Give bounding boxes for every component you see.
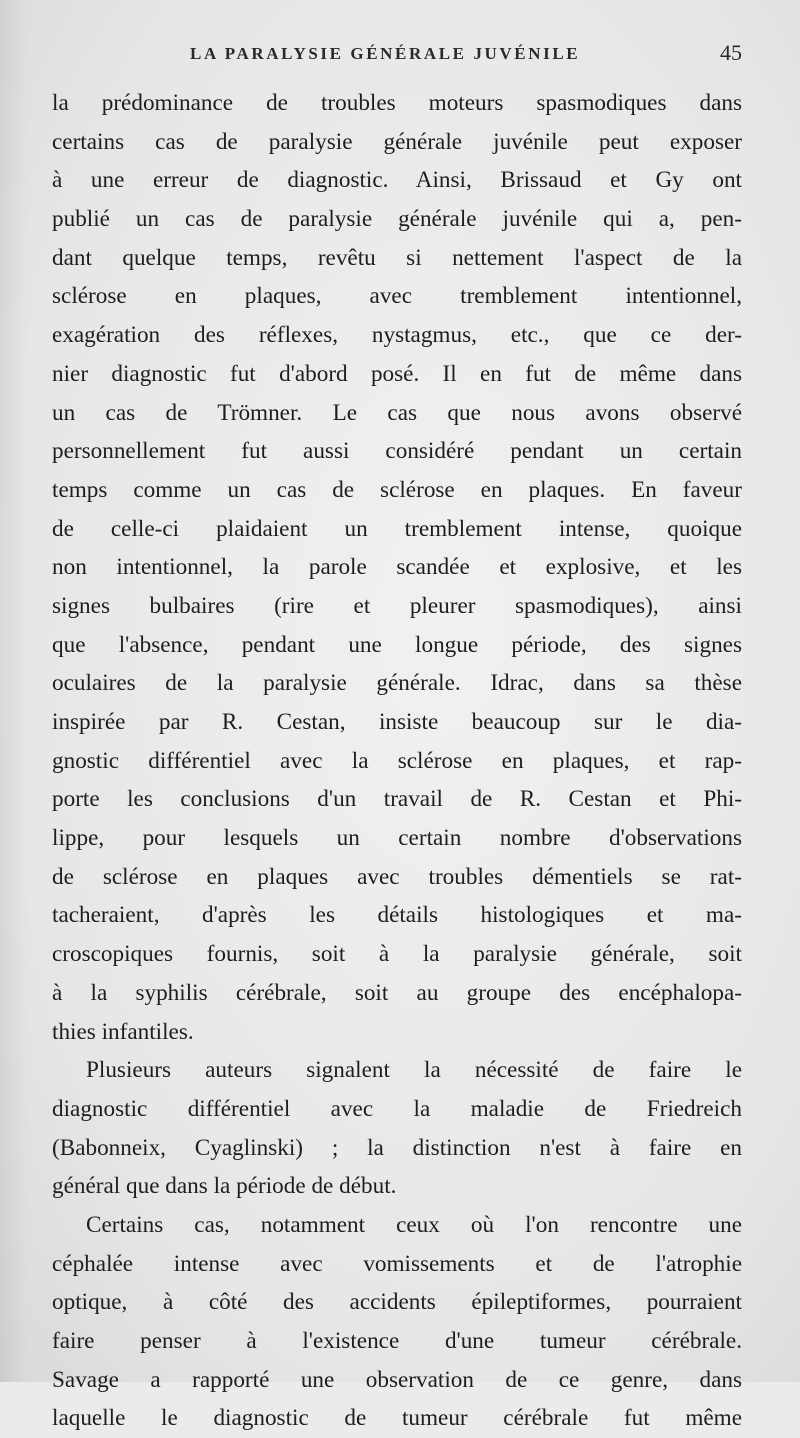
text-line: à une erreur de diagnostic. Ainsi, Brissaud et Gy ont xyxy=(52,167,742,194)
text-line: (Babonneix, Cyaglinski) ; la distinction n'est à faire en xyxy=(52,1134,742,1161)
text-line: temps comme un cas de sclérose en plaques. En faveur xyxy=(52,476,742,503)
text-line: personnellement fut aussi considéré pendant un certain xyxy=(52,438,742,465)
text-line: de celle-ci plaidaient un tremblement intense, quoique xyxy=(52,515,742,542)
body-text xyxy=(52,84,742,1438)
running-header-title: LA PARALYSIE GÉNÉRALE JUVÉNILE xyxy=(190,44,581,63)
page-gutter-shadow xyxy=(0,0,28,1382)
text-line: de sclérose en plaques avec troubles démentiels se rat- xyxy=(52,863,742,890)
text-line: exagération des réflexes, nystagmus, etc., que ce der- xyxy=(52,322,742,349)
text-line: inspirée par R. Cestan, insiste beaucoup sur le dia- xyxy=(52,709,742,735)
text-line: oculaires de la paralysie générale. Idrac, dans sa thèse xyxy=(52,670,742,697)
paragraph-start-line: Plusieurs auteurs signalent la nécessité de faire le xyxy=(86,1057,742,1084)
text-line: laquelle le diagnostic de tumeur cérébrale fut même xyxy=(52,1405,742,1432)
text-line: publié un cas de paralysie générale juvénile qui a, pen- xyxy=(52,206,742,233)
text-line: Savage a rapporté une observation de ce genre, dans xyxy=(52,1366,742,1393)
text-line: optique, à côté des accidents épileptiformes, pourraient xyxy=(52,1289,742,1316)
paragraph-end-line: général que dans la période de début. xyxy=(52,1173,397,1200)
text-line: que l'absence, pendant une longue période, des signes xyxy=(52,631,742,658)
text-line: certains cas de paralysie générale juvénile peut exposer xyxy=(52,128,742,155)
text-line: porte les conclusions d'un travail de R. Cestan et Phi- xyxy=(52,786,742,813)
paragraph-start-line: Certains cas, notamment ceux où l'on rencontre une xyxy=(86,1211,742,1238)
text-line: la prédominance de troubles moteurs spasmodiques dans xyxy=(52,90,742,116)
text-line: gnostic différentiel avec la sclérose en plaques, et rap- xyxy=(52,747,742,774)
text-line: sclérose en plaques, avec tremblement intentionnel, xyxy=(52,283,742,310)
text-line: croscopiques fournis, soit à la paralysie générale, soit xyxy=(52,941,742,968)
text-line: faire penser à l'existence d'une tumeur cérébrale. xyxy=(52,1328,742,1354)
text-line: tacheraient, d'après les détails histologiques et ma- xyxy=(52,902,742,929)
text-line: nier diagnostic fut d'abord posé. Il en fut de même dans xyxy=(52,360,742,387)
paragraph-end-line: thies infantiles. xyxy=(52,1018,194,1045)
text-line: diagnostic différentiel avec la maladie de Friedreich xyxy=(52,1095,742,1122)
text-line: un cas de Trömner. Le cas que nous avons observé xyxy=(52,399,742,426)
text-line: à la syphilis cérébrale, soit au groupe des encéphalopa- xyxy=(52,979,742,1006)
text-line: céphalée intense avec vomissements et de l'atrophie xyxy=(52,1250,742,1277)
text-line: dant quelque temps, revêtu si nettement l'aspect de la xyxy=(52,244,742,271)
page-number: 45 xyxy=(720,40,742,65)
text-line: non intentionnel, la parole scandée et explosive, et les xyxy=(52,554,742,581)
text-line: lippe, pour lesquels un certain nombre d'observations xyxy=(52,825,742,852)
text-line: signes bulbaires (rire et pleurer spasmodiques), ainsi xyxy=(52,592,742,619)
